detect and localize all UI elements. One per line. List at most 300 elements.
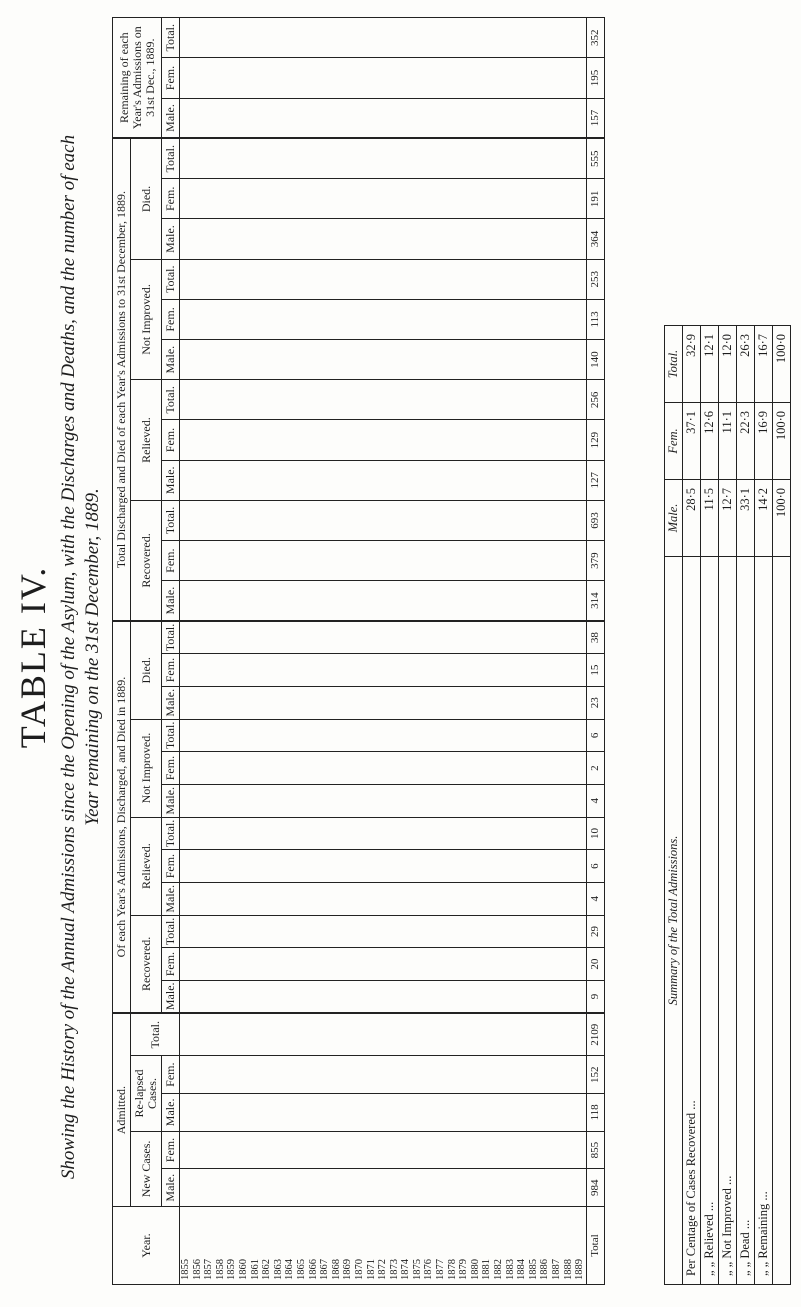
total-year-died-male: 23 [586,686,605,719]
table-cell [308,1013,320,1056]
table-cell [331,259,343,299]
table-cell [331,219,343,259]
table-cell [435,541,447,581]
table-cell [389,719,401,752]
table-cell [238,500,250,540]
table-cell [250,980,262,1013]
table-cell [377,817,389,850]
table-cell [563,1131,575,1169]
table-cell [226,948,238,981]
table-cell [505,784,517,817]
table-cell [528,581,540,621]
table-row [377,18,389,1285]
total-year-relieved-total: 10 [586,817,605,850]
table-cell [273,882,285,915]
table-cell [377,1094,389,1132]
table-row [447,18,459,1285]
table-cell [505,380,517,420]
table-cell [203,752,215,785]
table-subtitle-line-2: Year remaining on the 31st December, 1889. [82,488,103,826]
table-cell [192,541,204,581]
table-cell [226,18,238,58]
table-cell [273,719,285,752]
table-cell [261,299,273,339]
table-cell [435,719,447,752]
table-cell [458,1094,470,1132]
table-cell [238,259,250,299]
table-cell [331,719,343,752]
table-cell [493,340,505,380]
table-cell [389,621,401,654]
table-cell [192,179,204,219]
table-cell [331,541,343,581]
total-not-improved-female: 113 [586,299,605,339]
year-cell: 1889 [574,1207,586,1285]
table-cell [470,1094,482,1132]
table-cell [435,420,447,460]
table-cell [551,219,563,259]
table-cell [389,1056,401,1094]
table-cell [366,58,378,98]
year-cell: 1860 [238,1207,250,1285]
summary-male: 14·2 [755,480,773,557]
table-cell [238,1013,250,1056]
table-cell [319,752,331,785]
table-cell [574,581,586,621]
table-cell [203,686,215,719]
year-header: Year. [113,1207,180,1285]
table-cell [180,621,192,654]
table-cell [226,882,238,915]
table-cell [539,541,551,581]
table-cell [435,380,447,420]
table-cell [481,179,493,219]
table-cell [273,500,285,540]
table-cell [470,460,482,500]
table-cell [447,686,459,719]
table-cell [226,58,238,98]
table-cell [563,980,575,1013]
table-cell [215,500,227,540]
table-row [412,18,424,1285]
table-cell [342,882,354,915]
table-cell [203,1131,215,1169]
table-cell [447,581,459,621]
table-cell [250,719,262,752]
table-cell [505,541,517,581]
table-cell [377,719,389,752]
table-cell [296,18,308,58]
table-cell [342,380,354,420]
table-cell [551,1013,563,1056]
table-cell [505,1094,517,1132]
table-cell [447,752,459,785]
table-cell [366,219,378,259]
table-cell [563,541,575,581]
table-cell [192,259,204,299]
table-cell [354,380,366,420]
table-cell [215,138,227,178]
table-cell [563,850,575,883]
table-cell [528,58,540,98]
table-row [539,18,551,1285]
table-cell [273,850,285,883]
table-cell [180,138,192,178]
table-cell [400,299,412,339]
table-cell [261,980,273,1013]
table-cell [516,1169,528,1207]
table-cell [470,259,482,299]
table-cell [412,1169,424,1207]
table-cell [528,621,540,654]
table-cell [412,380,424,420]
summary-label: „ „ Not Improved ... [719,557,737,1285]
table-cell [284,621,296,654]
table-cell [226,1056,238,1094]
table-cell [389,1131,401,1169]
table-cell [528,1013,540,1056]
table-cell [563,138,575,178]
table-cell [458,420,470,460]
table-cell [505,138,517,178]
table-cell [516,686,528,719]
table-cell [563,380,575,420]
table-cell [539,380,551,420]
table-cell [412,1013,424,1056]
table-cell [273,1094,285,1132]
table-cell [528,882,540,915]
table-cell [551,138,563,178]
table-cell [273,1013,285,1056]
summary-female: 37·1 [683,403,701,480]
table-cell [435,784,447,817]
summary-label: „ „ Relieved ... [701,557,719,1285]
table-cell [400,98,412,138]
total-not-improved-male-header: Male. [162,340,180,380]
table-cell [493,18,505,58]
table-cell [447,18,459,58]
table-row [458,18,470,1285]
table-cell [192,380,204,420]
table-cell [563,948,575,981]
table-cell [284,784,296,817]
table-cell [180,219,192,259]
total-year-not-improved-female: 2 [586,752,605,785]
table-cell [377,138,389,178]
table-cell [539,259,551,299]
table-cell [574,179,586,219]
table-cell [238,850,250,883]
table-cell [203,460,215,500]
table-cell [447,1094,459,1132]
table-cell [377,541,389,581]
table-cell [574,1094,586,1132]
table-cell [447,340,459,380]
table-cell [458,18,470,58]
table-cell [308,1169,320,1207]
year-cell: 1868 [331,1207,343,1285]
table-cell [505,1056,517,1094]
table-cell [447,915,459,948]
total-remaining-female: 195 [586,58,605,98]
table-cell [238,980,250,1013]
table-cell [551,784,563,817]
table-cell [273,1169,285,1207]
table-cell [342,980,354,1013]
table-cell [284,654,296,687]
table-cell [180,654,192,687]
table-cell [458,1056,470,1094]
table-cell [551,1131,563,1169]
table-cell [261,98,273,138]
year-relieved-female-header: Fem. [162,850,180,883]
table-cell [366,1013,378,1056]
table-cell [296,882,308,915]
table-cell [284,219,296,259]
table-cell [470,299,482,339]
table-cell [273,58,285,98]
table-cell [516,340,528,380]
table-cell [574,1169,586,1207]
summary-row [683,326,701,1285]
table-cell [319,299,331,339]
table-cell [481,259,493,299]
table-cell [574,784,586,817]
table-cell [192,138,204,178]
table-cell [308,980,320,1013]
table-cell [389,882,401,915]
table-cell [551,299,563,339]
table-cell [539,948,551,981]
summary-female: 22·3 [737,403,755,480]
table-row [250,18,262,1285]
table-cell [342,18,354,58]
table-cell [226,460,238,500]
table-cell [528,340,540,380]
table-cell [226,1169,238,1207]
table-cell [354,460,366,500]
table-cell [400,882,412,915]
table-cell [203,654,215,687]
table-cell [296,380,308,420]
total-died-total-header: Total. [162,138,180,178]
table-cell [493,1169,505,1207]
table-cell [389,1013,401,1056]
year-cell: 1866 [308,1207,320,1285]
table-cell [435,621,447,654]
table-cell [505,654,517,687]
table-cell [528,1131,540,1169]
table-cell [180,460,192,500]
table-cell [435,58,447,98]
table-cell [400,18,412,58]
table-cell [296,420,308,460]
table-cell [423,948,435,981]
table-cell [226,581,238,621]
table-cell [423,1131,435,1169]
table-cell [470,179,482,219]
table-cell [377,18,389,58]
year-cell: 1884 [516,1207,528,1285]
remaining-total-header: Total. [162,18,180,58]
table-cell [493,299,505,339]
table-cell [238,621,250,654]
total-recovered-female: 379 [586,541,605,581]
table-cell [250,58,262,98]
table-cell [423,380,435,420]
table-cell [331,686,343,719]
table-cell [574,817,586,850]
table-cell [354,58,366,98]
table-cell [377,1013,389,1056]
table-cell [528,752,540,785]
table-cell [574,58,586,98]
table-cell [331,420,343,460]
table-cell [493,850,505,883]
table-cell [273,980,285,1013]
year-recovered-female-header: Fem. [162,948,180,981]
table-cell [203,259,215,299]
table-cell [366,915,378,948]
table-cell [296,340,308,380]
table-cell [563,882,575,915]
table-cell [389,420,401,460]
table-cell [481,460,493,500]
table-cell [423,179,435,219]
table-cell [331,500,343,540]
table-cell [481,1056,493,1094]
table-cell [331,752,343,785]
table-cell [180,948,192,981]
table-cell [296,1094,308,1132]
table-cell [447,719,459,752]
table-cell [308,948,320,981]
table-cell [389,817,401,850]
table-cell [261,541,273,581]
table-cell [563,686,575,719]
table-cell [470,948,482,981]
table-cell [447,1013,459,1056]
table-row [493,18,505,1285]
table-cell [366,340,378,380]
table-cell [215,1013,227,1056]
table-cell [412,948,424,981]
table-cell [308,18,320,58]
table-cell [528,98,540,138]
table-cell [284,138,296,178]
table-cell [389,219,401,259]
table-cell [447,259,459,299]
summary-heading: Summary of the Total Admissions. [665,557,683,1285]
table-cell [354,686,366,719]
summary-male: 28·5 [683,480,701,557]
table-cell [238,752,250,785]
table-cell [226,138,238,178]
table-cell [528,654,540,687]
table-cell [366,1131,378,1169]
table-cell [180,581,192,621]
table-cell [342,654,354,687]
table-cell [435,179,447,219]
table-cell [493,179,505,219]
table-cell [481,420,493,460]
table-cell [412,98,424,138]
total-year-not-improved-total: 6 [586,719,605,752]
table-cell [377,98,389,138]
table-cell [481,915,493,948]
table-cell [574,420,586,460]
table-cell [250,1131,262,1169]
table-cell [574,1056,586,1094]
table-cell [354,752,366,785]
table-cell [366,817,378,850]
table-cell [273,817,285,850]
table-cell [528,686,540,719]
table-cell [342,719,354,752]
table-cell [563,299,575,339]
table-cell [354,340,366,380]
table-cell [528,817,540,850]
table-cell [273,541,285,581]
table-cell [284,500,296,540]
total-new-female: 855 [586,1131,605,1169]
table-cell [377,980,389,1013]
table-cell [389,581,401,621]
table-cell [389,654,401,687]
table-cell [296,299,308,339]
table-cell [528,420,540,460]
table-cell [308,380,320,420]
table-cell [470,915,482,948]
table-cell [308,784,320,817]
table-cell [250,380,262,420]
table-row [423,18,435,1285]
table-cell [447,654,459,687]
table-cell [423,817,435,850]
total-relieved-female-header: Fem. [162,420,180,460]
table-cell [493,98,505,138]
table-cell [528,1056,540,1094]
table-cell [551,259,563,299]
table-cell [296,460,308,500]
year-cell: 1883 [505,1207,517,1285]
table-cell [493,380,505,420]
total-year-not-improved-male: 4 [586,784,605,817]
summary-male: 33·1 [737,480,755,557]
table-cell [539,98,551,138]
table-cell [366,1056,378,1094]
total-year-relieved-male: 4 [586,882,605,915]
table-cell [180,420,192,460]
table-cell [331,1056,343,1094]
table-cell [261,138,273,178]
table-cell [400,1169,412,1207]
table-cell [516,1056,528,1094]
table-cell [423,915,435,948]
table-cell [574,719,586,752]
table-cell [377,460,389,500]
year-relieved-male-header: Male. [162,882,180,915]
table-cell [250,340,262,380]
table-cell [203,219,215,259]
remaining-male-header: Male. [162,98,180,138]
table-cell [400,784,412,817]
table-cell [203,719,215,752]
table-cell [377,179,389,219]
table-cell [180,1094,192,1132]
table-cell [250,784,262,817]
table-cell [273,948,285,981]
